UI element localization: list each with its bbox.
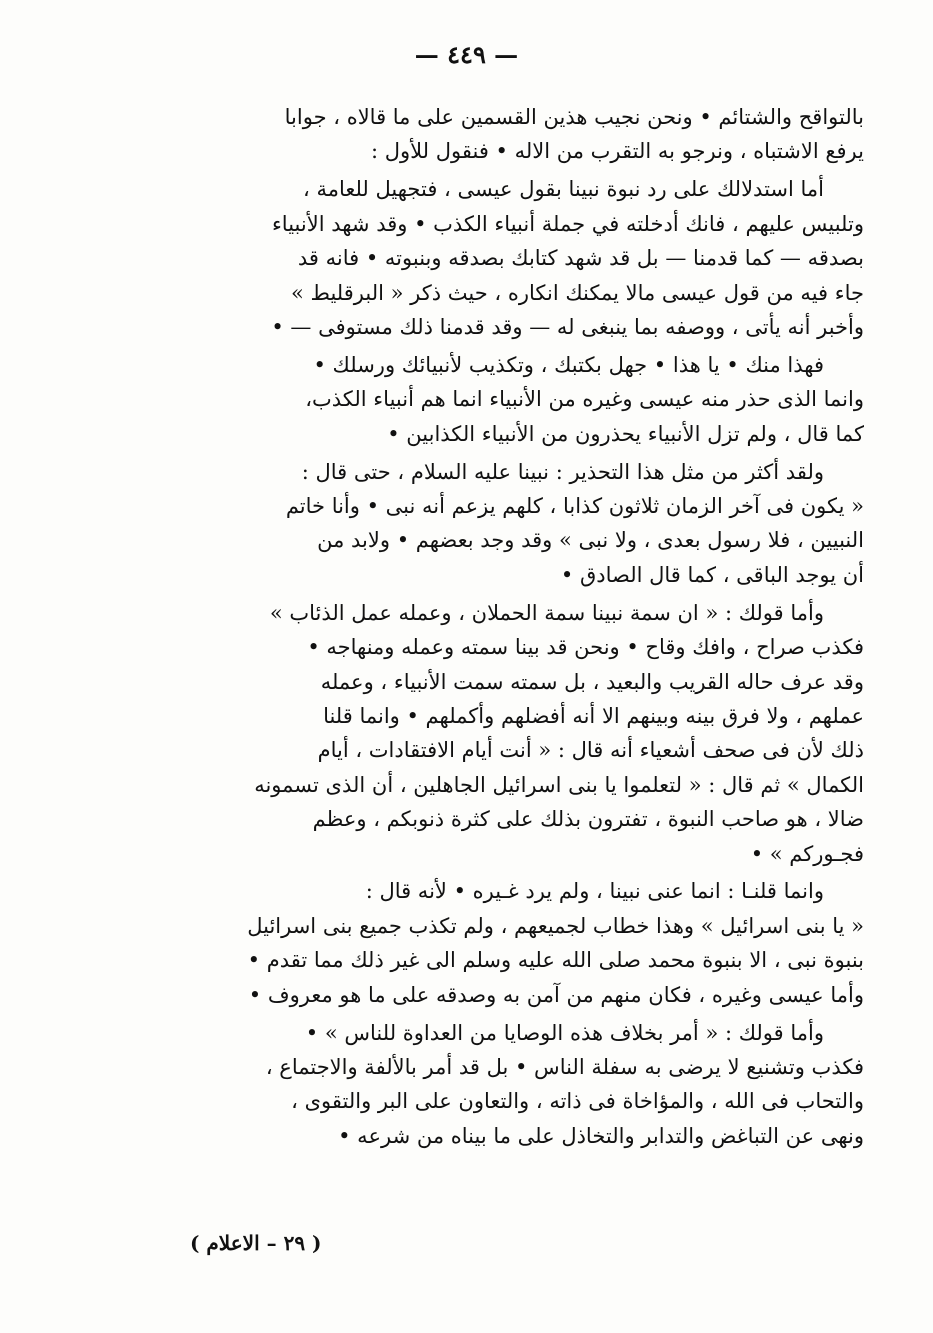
text-line: وأخبر أنه يأتى ، ووصفه بما ينبغى له — وقد قدمنا ذلك مستوفى — •: [271, 314, 864, 339]
text-line: فجـوركم » •: [750, 841, 864, 866]
text-line: النبيين ، فلا رسول بعدى ، ولا نبى » وقد وجد بعضهم • ولابد من: [317, 528, 864, 553]
paragraph: [148, 100, 864, 169]
text-line: فهذا منك • يا هذا • جهل بكتبك ، وتكذيب لأنبيائك ورسلك •: [313, 352, 824, 377]
text-line: جاء فيه من قول عيسى مالا يمكنك انكاره ، حيث ذكر « البرقليط »: [291, 280, 864, 305]
text-line: وقد عرف حاله القريب والبعيد ، بل سمته سمت الأنبياء ، وعمله: [320, 669, 864, 694]
text-line: بالتواقح والشتائم • ونحن نجيب هذين القسمين على ما قالاه ، جوابا: [284, 105, 864, 129]
text-line: أن يوجد الباقى ، كما قال الصادق •: [560, 562, 864, 587]
paragraph: [148, 455, 864, 593]
paragraph: [148, 348, 864, 451]
text-line: عملهم ، ولا فرق بينه وبينهم الا أنه أفضلهم وأكملهم • وانما قلنا: [323, 703, 864, 728]
text-line: ضالا ، هو صاحب النبوة ، تفترون بذلك على كثرة ذنوبكم ، وعظم: [312, 807, 864, 832]
paragraph: [148, 874, 864, 1012]
text-line: فكذب وتشنيع لا يرضى به سفلة الناس • بل قد أمر بالألفة والاجتماع ،: [265, 1054, 864, 1079]
text-line: فكذب صراح ، وافك وقاح • ونحن قد بينا سمته وعمله ومنهاجه •: [307, 635, 864, 660]
paragraph: [148, 1016, 864, 1154]
text-line: ونهى عن التباغض والتدابر والتخاذل على ما بيناه من شرعه •: [338, 1123, 864, 1148]
text-line: وانما قلنـا : انما عنى نبينا ، ولم يرد غـيره • لأنه قال :: [365, 879, 824, 904]
text-line: وأما عيسى وغيره ، فكان منهم من آمن به وصدقه على ما هو معروف •: [248, 982, 864, 1007]
paragraph: [148, 172, 864, 344]
body-text: [148, 100, 864, 1153]
page-number: — ٤٤٩ —: [414, 40, 519, 69]
text-line: « يا بنى اسرائيل » وهذا خطاب لجميعهم ، ولم تكذب جميع بنى اسرائيل: [247, 913, 864, 938]
text-line: الكمال » ثم قال : « لتعلموا يا بنى اسرائيل الجاهلين ، أن الذى تسمونه: [254, 772, 864, 797]
paragraph: [148, 596, 864, 871]
text-line: بصدقه — كما قدمنا — بل قد شهد كتابك بصدقه وبنبوته • فانه قد: [297, 246, 864, 271]
text-line: وأما قولك : « أمر بخلاف هذه الوصايا من العداوة للناس » •: [305, 1020, 824, 1045]
footer-signature: ( ٢٩ – الاعلام ): [190, 1231, 322, 1255]
text-line: وانما الذى حذر منه عيسى وغيره من الأنبياء انما هم أنبياء الكذب،: [305, 387, 864, 412]
text-line: « يكون فى آخر الزمان ثلاثون كذابا ، كلهم يزعم أنه نبى • وأنا خاتم: [285, 493, 864, 518]
text-line: بنبوة نبى ، الا بنبوة محمد صلى الله عليه وسلم الى غير ذلك مما تقدم •: [247, 948, 864, 973]
text-line: كما قال ، ولم تزل الأنبياء يحذرون من الأنبياء الكذابين •: [387, 421, 864, 446]
text-line: يرفع الاشتباه ، ونرجو به التقرب من الاله • فنقول للأول :: [371, 139, 864, 164]
text-line: ولقد أكثر من مثل هذا التحذير : نبينا عليه السلام ، حتى قال :: [301, 459, 824, 484]
text-line: والتحاب فى الله ، والمؤاخاة فى ذاته ، والتعاون على البر والتقوى ،: [291, 1089, 864, 1114]
text-line: أما استدلالك على رد نبوة نبينا بقول عيسى ، فتجهيل للعامة ،: [302, 177, 824, 202]
text-line: وأما قولك : « ان سمة نبينا سمة الحملان ، وعمله عمل الذئاب »: [269, 600, 824, 625]
text-line: وتلبيس عليهم ، فانك أدخلته في جملة أنبياء الكذب • وقد شهد الأنبياء: [271, 211, 864, 236]
text-line: ذلك لأن فى صحف أشعياء أنه قال : « أنت أيام الافتقادات ، أيام: [317, 738, 864, 763]
